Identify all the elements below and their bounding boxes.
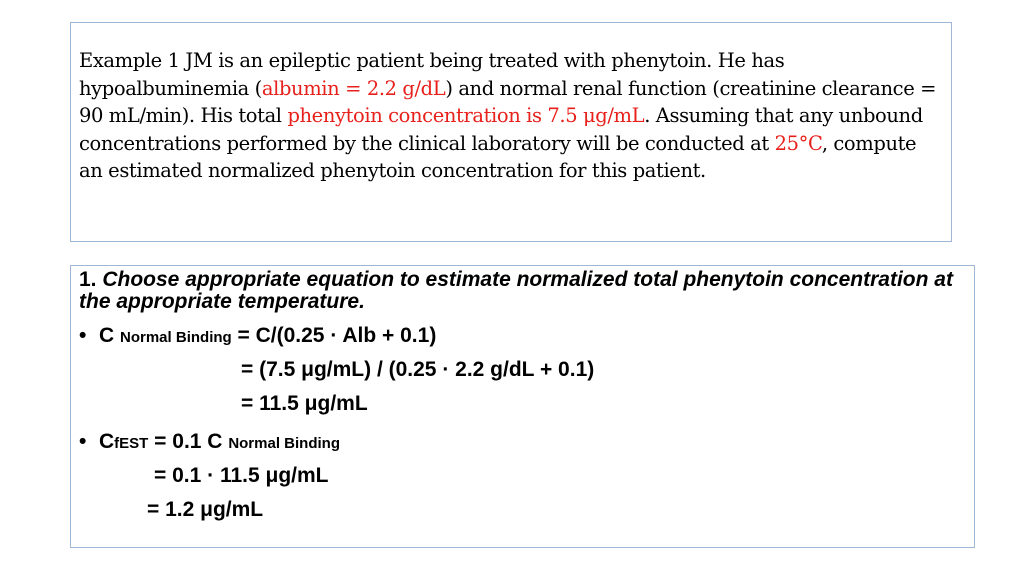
step-heading xyxy=(79,269,966,313)
temperature-value: 25°C xyxy=(774,131,822,155)
problem-text-4: , compute an estimated normalized phenytoin concentration for this patient. xyxy=(79,131,917,182)
step-text: Choose appropriate equation to estimate normalized total phenytoin concentration at the appropriate temperature. xyxy=(79,268,953,313)
bullet-1: • xyxy=(79,324,87,347)
problem-text-1: Example 1 JM is an epileptic patient being treated with phenytoin. He has hypoalbuminemia ( xyxy=(79,49,785,100)
equation-line-3 xyxy=(79,387,966,421)
equation-substitution: = (7.5 μg/mL) / (0.25 · 2.2 g/dL + 0.1) xyxy=(241,358,595,381)
c-symbol: C xyxy=(99,324,115,347)
equation-mid: = 0.1 C xyxy=(148,430,229,453)
equation-line-4 xyxy=(79,425,966,459)
step-number: 1. xyxy=(79,268,97,291)
solution-box xyxy=(70,265,975,548)
equation-result: = 11.5 μg/mL xyxy=(241,392,368,415)
example-problem-box xyxy=(70,22,952,242)
c-symbol-2: C xyxy=(99,430,115,453)
free-result: = 1.2 μg/mL xyxy=(147,498,264,521)
bullet-2: • xyxy=(79,430,87,453)
equation-line-6 xyxy=(79,493,966,527)
equation-line-5 xyxy=(79,459,966,493)
equation-line-1 xyxy=(79,319,966,353)
normal-binding-subscript-2: Normal Binding xyxy=(228,435,340,452)
normal-binding-subscript: Normal Binding xyxy=(120,329,232,346)
problem-text-3: . Assuming that any unbound concentrations performed by the clinical laboratory will be conducted at xyxy=(79,104,923,155)
free-substitution: = 0.1 · 11.5 μg/mL xyxy=(154,464,329,487)
problem-text-2: ) and normal renal function (creatinine clearance = 90 mL/min). His total xyxy=(79,76,937,127)
equation-line-2 xyxy=(79,353,966,387)
fest-subscript: fEST xyxy=(114,435,149,452)
equation-formula: = C/(0.25 · Alb + 0.1) xyxy=(231,324,437,347)
phenytoin-concentration: phenytoin concentration is 7.5 μg/mL xyxy=(287,104,645,127)
albumin-value: albumin = 2.2 g/dL xyxy=(261,76,446,100)
